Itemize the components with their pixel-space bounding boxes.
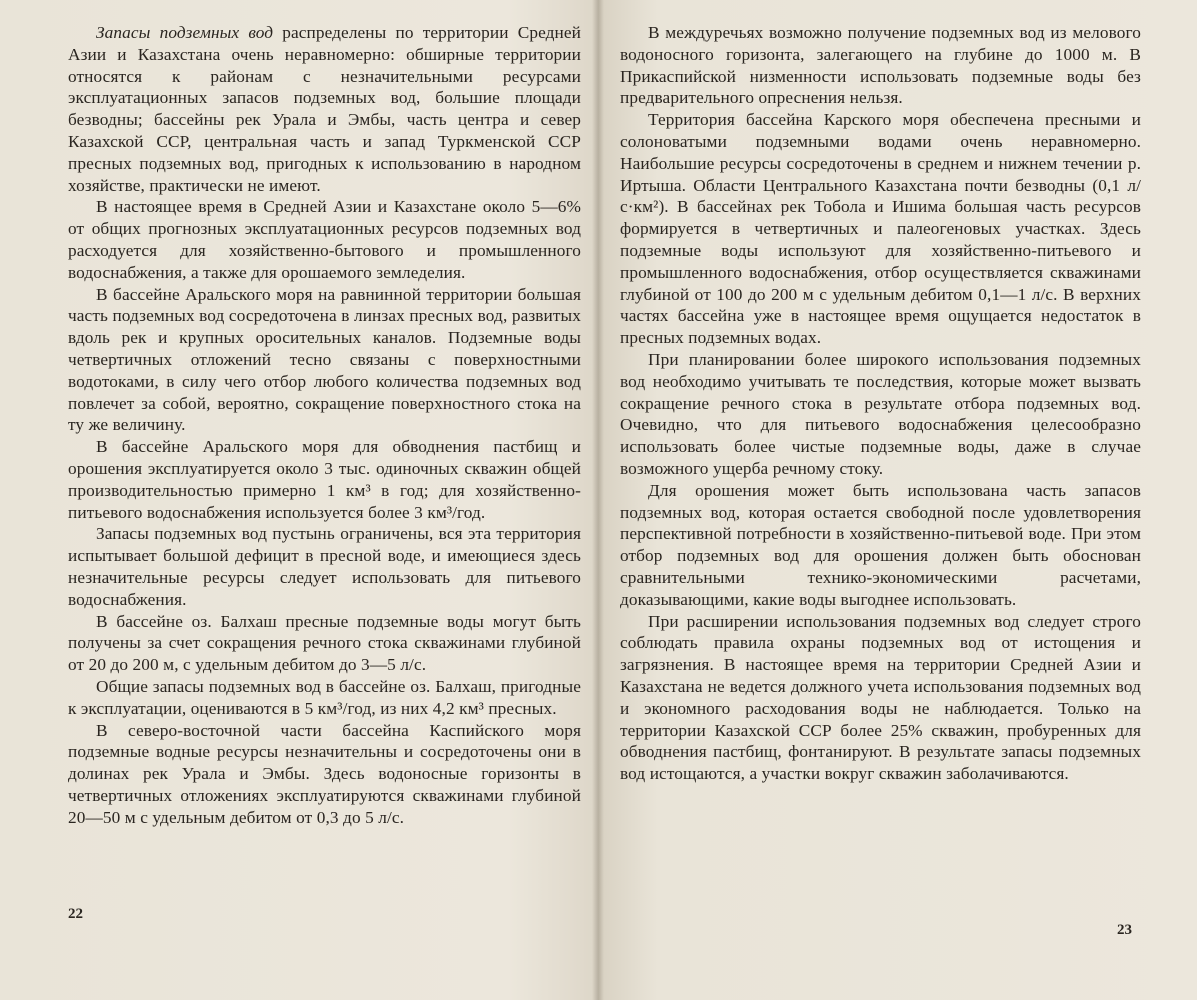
paragraph: В северо-восточной части бассейна Каспийского моря подземные водные ресурсы незначительны и сосредоточены они в долинах рек Урала и Эмбы. Здесь водоносные горизонты в четвертичных отложениях эксплуатируются скважинами глубиной 20—50 м с удельным дебитом от 0,3 до 5 л/с. [68,720,581,827]
paragraph: В бассейне оз. Балхаш пресные подземные воды могут быть получены за счет сокращения речного стока скважинами глубиной от 20 до 200 м, с удельным дебитом до 3—5 л/с. [68,611,581,675]
paragraph [68,22,581,196]
page-number: 23 [1117,922,1132,938]
right-page [598,0,1197,1000]
paragraph: В бассейне Аральского моря для обводнения пастбищ и орошения эксплуатируется около 3 тыс. одиночных скважин общей производительностью примерно 1 км³ в год; для хозяйственно-питьевого водоснабжения используется более 3 км³/год. [68,437,581,522]
book-gutter [592,0,604,1000]
left-page-text [68,22,581,828]
paragraph: Территория бассейна Карского моря обеспечена пресными и солоноватыми подземными водами очень неравномерно. Наибольшие ресурсы сосредоточены в среднем и нижнем течении р. Иртыша. Области Центрального Казахстана почти безводны (0,1 л/с·км²). В бассейнах рек Тобола и Ишима большая часть ресурсов формируется в четвертичных и палеогеновых участках. Здесь подземные воды используют для хозяйственно-питьевого и промышленного водоснабжения, отбор осуществляется скважинами глубиной от 100 до 200 м с удельным дебитом 0,1—1 л/с. В верхних частях бассейна уже в настоящее время ощущается недостаток в пресных подземных водах. [620,110,1141,348]
paragraph-lead-italic: Запасы подземных вод [96,23,274,42]
paragraph: В междуречьях возможно получение подземных вод из мелового водоносного горизонта, залегающего на глубине до 1000 м. В Прикаспийской низменности использовать подземные воды без предварительного опреснения нельзя. [620,23,1141,108]
right-page-text [620,22,1141,785]
left-page [0,0,598,1000]
page-number: 22 [68,906,83,922]
paragraph: Общие запасы подземных вод в бассейне оз. Балхаш, пригодные к эксплуатации, оцениваются в 5 км³/год, из них 4,2 км³ пресных. [68,676,581,718]
paragraph: Запасы подземных вод пустынь ограничены, вся эта территория испытывает большой дефицит в пресной воде, и имеющиеся здесь незначительные ресурсы следует использовать для питьевого водоснабжения. [68,524,581,609]
paragraph: Для орошения может быть использована часть запасов подземных вод, которая остается свободной после удовлетворения перспективной потребности в хозяйственно-питьевой воде. При этом отбор подземных вод для орошения должен быть обоснован сравнительными технико-экономическими расчетами, доказывающими, какие воды выгоднее использовать. [620,480,1141,609]
paragraph: В бассейне Аральского моря на равнинной территории большая часть подземных вод сосредоточена в линзах пресных вод, развитых вдоль рек и крупных оросительных каналов. Подземные воды четвертичных отложений тесно связаны с поверхностными водотоками, в силу чего отбор любого количества подземных вод повлечет за собой, вероятно, сокращение поверхностного стока на ту же величину. [68,284,581,435]
paragraph: При расширении использования подземных вод следует строго соблюдать правила охраны подземных вод от истощения и загрязнения. В настоящее время на территории Средней Азии и Казахстана не ведется должного учета использования подземных вод и экономного расходования воды не наблюдается. Только на территории Казахской ССР более 25% скважин, пробуренных для обводнения пастбищ, фонтанируют. В результате запасы подземных вод истощаются, а участки вокруг скважин заболачиваются. [620,611,1141,784]
paragraph: В настоящее время в Средней Азии и Казахстане около 5—6% от общих прогнозных эксплуатационных ресурсов подземных вод расходуется для хозяйственно-бытового и промышленного водоснабжения, а также для орошаемого земледелия. [68,197,581,282]
paragraph: При планировании более широкого использования подземных вод необходимо учитывать те последствия, которые может вызвать сокращение речного стока в результате отбора подземных вод. Очевидно, что для питьевого водоснабжения целесообразно использовать более чистые подземные воды, даже в случае возможного ущерба речному стоку. [620,349,1141,478]
paragraph-text: распределены по территории Средней Азии и Казахстана очень неравномерно: обширные территории относятся к районам с незначительными ресурсами эксплуатационных запасов подземных вод, большие площади безводны; бассейны рек Урала и Эмбы, часть центра и север Казахской ССР, центральная часть и запад Туркменской ССР пресных подземных вод, пригодных к использованию в народном хозяйстве, практически не имеют. [68,23,581,195]
